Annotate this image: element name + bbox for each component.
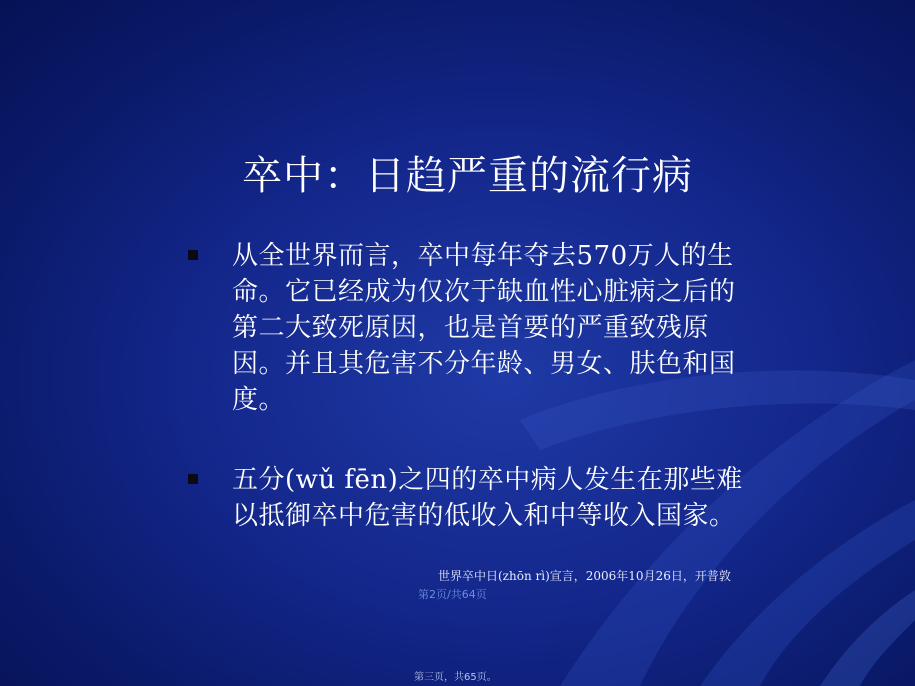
source-citation: 世界卒中日(zhōn rì)宣言，2006年10月26日，开普敦 <box>438 569 731 583</box>
bullet-text-2: 五分(wǔ fēn)之四的卒中病人发生在那些难以抵御卒中危害的低收入和中等收入国家。 <box>232 465 743 531</box>
square-bullet-icon <box>188 474 198 484</box>
footer-page-count: 第三页，共65页。 <box>414 672 497 683</box>
page-indicator: 第2页/共64页 <box>418 588 487 601</box>
slide-title: 卒中：日趋严重的流行病 <box>242 153 693 199</box>
bullet-text-1: 从全世界而言，卒中每年夺去570万人的生命。它已经成为仅次于缺血性心脏病之后的第二大致死原因，也是首要的严重致残原因。并且其危害不分年龄、男女、肤色和国度。 <box>232 241 736 415</box>
square-bullet-icon <box>188 250 198 260</box>
